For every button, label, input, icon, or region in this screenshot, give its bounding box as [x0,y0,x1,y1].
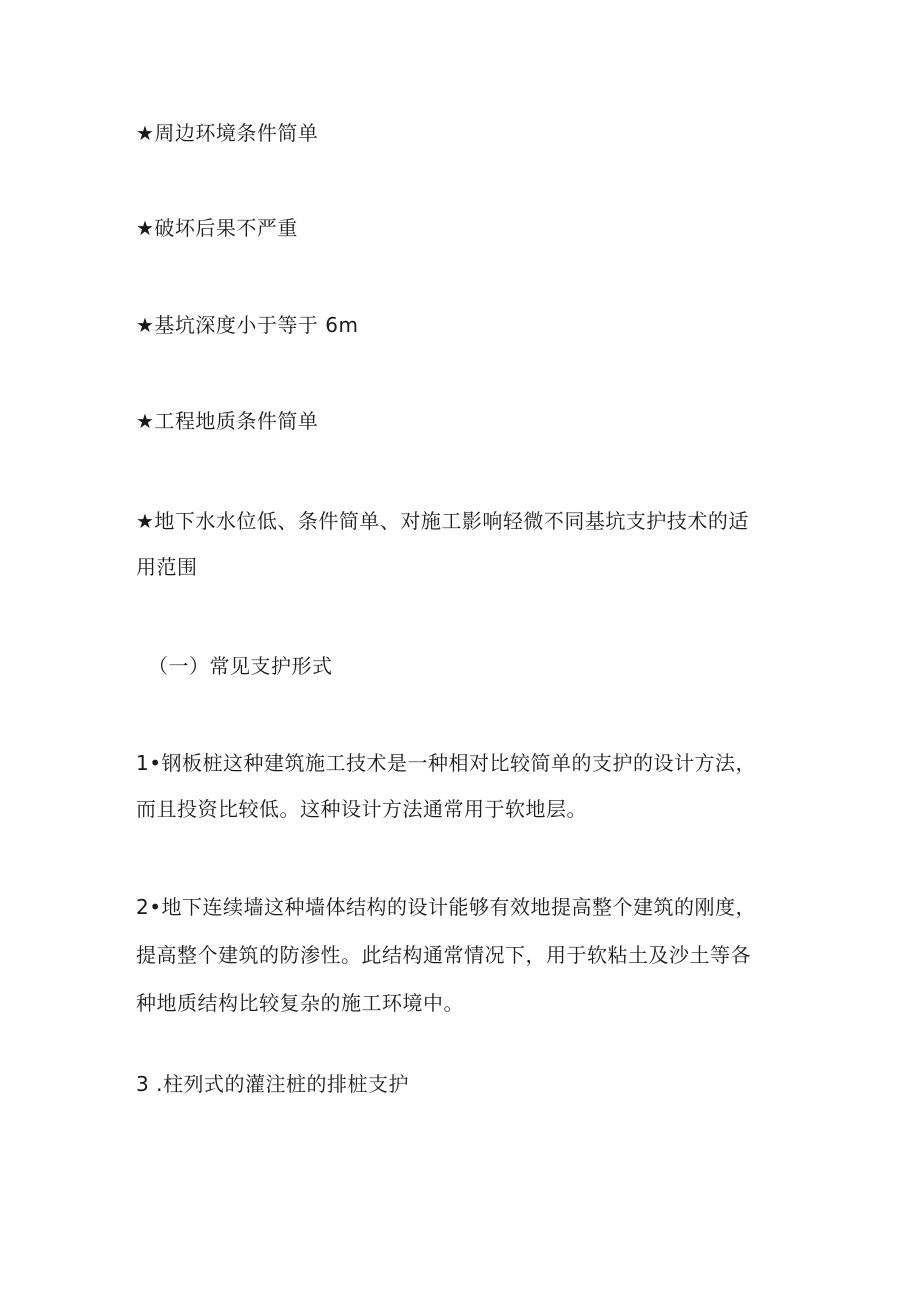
bullet-surrounding-environment: ★周边环境条件简单 [136,121,319,145]
bullet-pit-depth: ★基坑深度小于等于 6m [136,313,359,337]
item1-line2: 而且投资比较低。这种设计方法通常用于软地层。 [136,797,587,821]
item2-line1: 2•地下连续墙这种墙体结构的设计能够有效地提高整个建筑的刚度， [136,895,757,919]
bullet-geology: ★工程地质条件简单 [136,409,319,433]
item2-line3: 种地质结构比较复杂的施工环境中。 [136,991,464,1015]
bullet-groundwater-line1: ★地下水水位低、条件简单、对施工影响轻微不同基坑支护技术的适 [136,509,749,533]
item3: 3 .柱列式的灌注桩的排桩支护 [136,1072,409,1096]
bullet-failure-consequence: ★破坏后果不严重 [136,216,298,240]
item1-line1: 1•钢板桩这种建筑施工技术是一种相对比较简单的支护的设计方法， [136,751,757,775]
section-heading: （一）常见支护形式 [148,654,333,678]
bullet-groundwater-line2: 用范围 [136,555,198,579]
item2-line2: 提高整个建筑的防渗性。此结构通常情况下，用于软粘土及沙土等各 [136,943,751,967]
